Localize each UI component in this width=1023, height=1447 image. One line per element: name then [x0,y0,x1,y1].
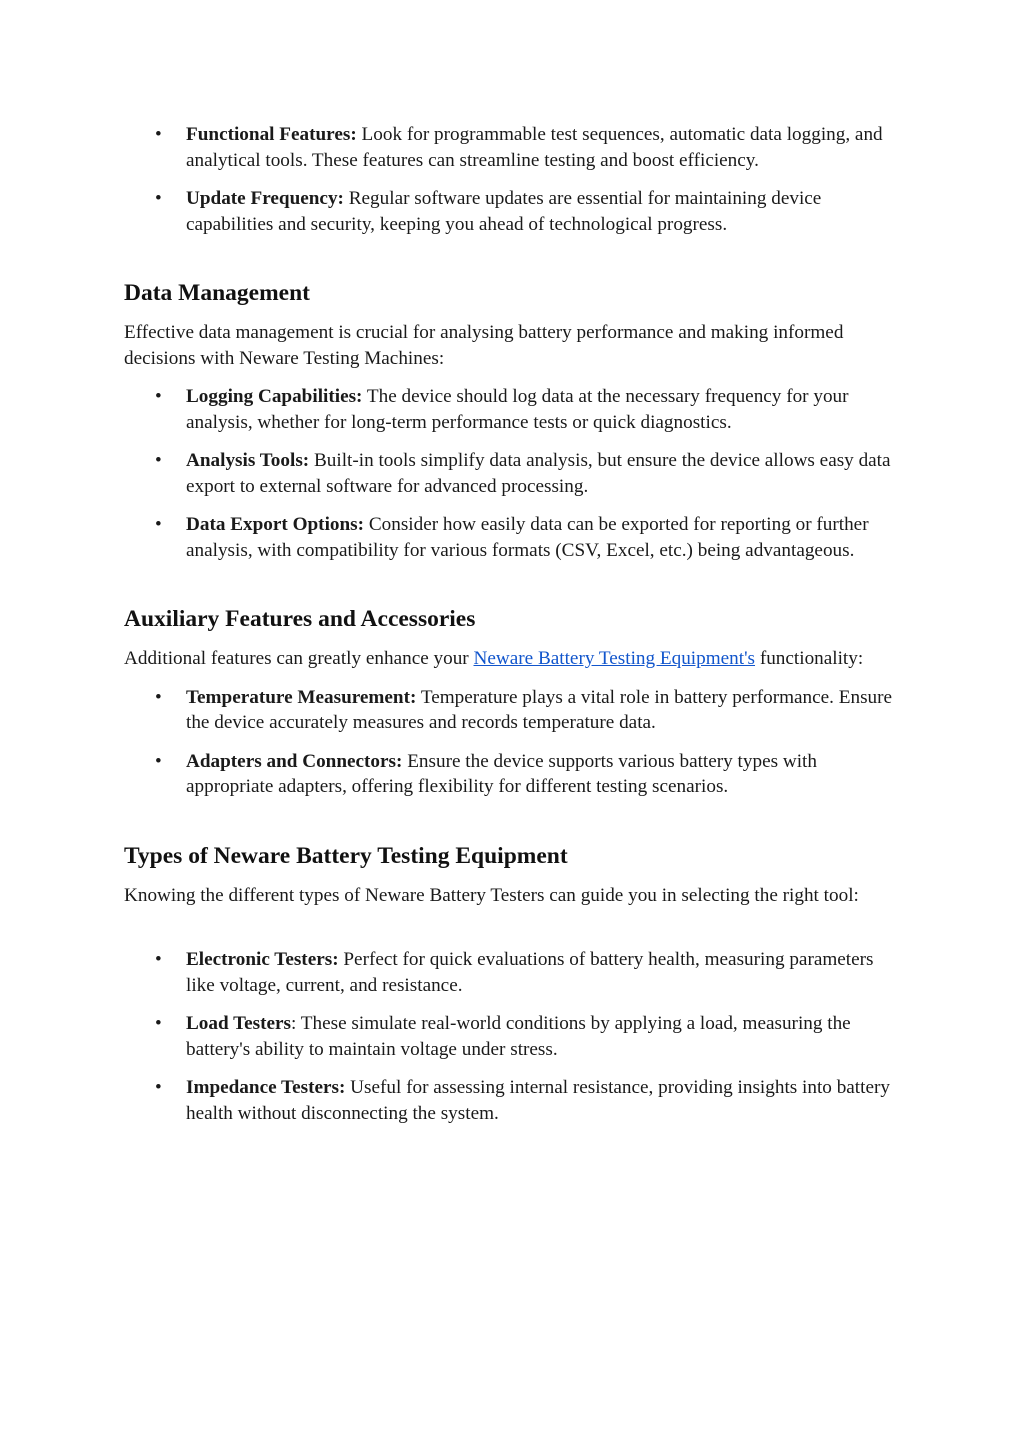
data-management-list [124,384,904,563]
bullet-icon: • [155,450,162,471]
intro-text: functionality: [755,648,864,669]
list-item-term: Update Frequency: [186,188,344,209]
list-item-term: Data Export Options: [186,514,365,535]
list-item-text: Consider how easily data can be exported for reporting or further analysis, with compatibility for various formats (CSV, Excel, etc.) being advantageous. [186,514,869,561]
list-item-text: Built-in tools simplify data analysis, but ensure the device allows easy data export to external software for advanced processing. [186,450,891,497]
list-item-text: Regular software updates are essential for maintaining device capabilities and security, keeping you ahead of technological progress. [186,188,822,235]
list-item-term: Impedance Testers: [186,1077,346,1098]
list-item [124,749,904,800]
list-item-term: Adapters and Connectors: [186,750,403,772]
list-item [124,947,904,998]
bullet-icon: • [155,949,162,970]
bullet-icon: • [155,686,162,708]
list-item [124,186,904,237]
bullet-icon: • [155,514,162,535]
section-heading-types: Types of Neware Battery Testing Equipment [124,842,568,869]
section-heading-data-management: Data Management [124,280,311,306]
list-item-term: Analysis Tools: [186,450,310,471]
list-item-text: The device should log data at the necessary frequency for your analysis, whether for long-term performance tests or quick diagnostics. [186,386,849,433]
bullet-icon: • [155,750,162,772]
list-item-term: Temperature Measurement: [186,686,417,708]
bullet-icon: • [155,386,162,407]
list-item-term: Logging Capabilities: [186,386,363,407]
list-item-text: Look for programmable test sequences, automatic data logging, and analytical tools. These features can streamline testing and boost efficiency. [186,124,883,171]
list-item-term: Functional Features: [186,124,357,145]
section-intro: Knowing the different types of Neware Battery Testers can guide you in selecting the right tool: [124,884,859,906]
list-item-text: Ensure the device supports various battery types with appropriate adapters, offering flexibility for different testing scenarios. [186,750,817,797]
list-item [124,384,904,435]
bullet-icon: • [155,124,162,145]
list-item-text: Useful for assessing internal resistance, providing insights into battery health without disconnecting the system. [186,1077,890,1124]
list-item-text: Perfect for quick evaluations of battery health, measuring parameters like voltage, current, and resistance. [186,949,874,996]
list-item [124,1075,904,1126]
intro-text: Additional features can greatly enhance your [124,648,474,669]
bullet-icon: • [155,188,162,209]
section-intro: Effective data management is crucial for analysing battery performance and making informed decisions with Neware Testing Machines: [124,322,844,369]
list-item [124,448,904,499]
list-item-text: Temperature plays a vital role in battery performance. Ensure the device accurately measures and records temperature data. [186,686,893,733]
section-heading-auxiliary: Auxiliary Features and Accessories [124,606,476,632]
types-list [124,947,904,1126]
bullet-icon: • [155,1077,162,1098]
list-item [124,1011,904,1062]
list-item-text: : These simulate real-world conditions by applying a load, measuring the battery's ability to maintain voltage under stress. [186,1013,851,1060]
document-page [124,122,904,1139]
section-intro [124,646,904,672]
list-item [124,122,904,173]
list-item-term: Load Testers [186,1013,292,1034]
feature-list [124,122,904,237]
bullet-icon: • [155,1013,162,1034]
equipment-link[interactable]: Neware Battery Testing Equipment's [473,648,756,669]
list-item [124,685,904,736]
list-item-term: Electronic Testers: [186,949,339,970]
list-item [124,512,904,563]
auxiliary-list [124,685,904,800]
